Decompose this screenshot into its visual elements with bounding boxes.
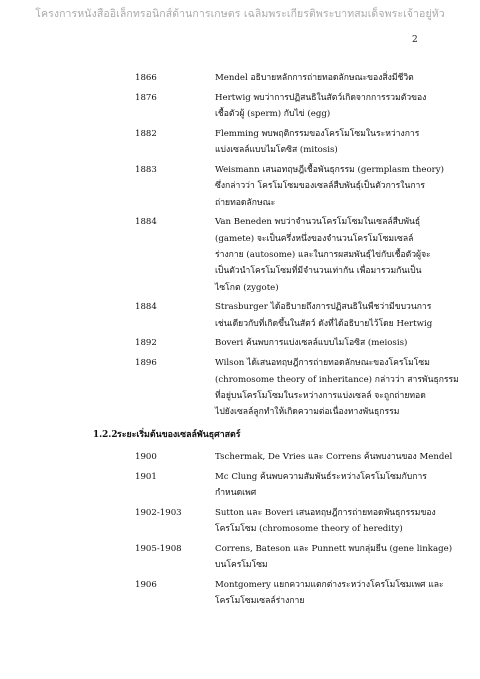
entry-year: 1905-1908	[135, 543, 182, 554]
description-line: Flemming พบพฤติกรรมของโครโมโซมในระหว่างการ	[215, 128, 420, 139]
entry-description	[215, 541, 453, 574]
entry-description	[215, 214, 431, 295]
description-line: Sutton และ Boveri เสนอทฤษฎีการถ่ายทอดพันธุกรรมของ	[215, 507, 436, 518]
entry-year: 1882	[135, 128, 157, 139]
entry-year: 1892	[135, 338, 157, 349]
section-heading	[0, 427, 480, 443]
timeline-entry	[0, 335, 480, 351]
entry-year: 1866	[135, 73, 157, 83]
page-number: 2	[412, 35, 418, 45]
description-line: ที่อยู่บนโครโมโซมในระหว่างการแบ่งเซลล์ จะถูกถ่ายทอด	[215, 390, 426, 401]
timeline-entry	[0, 505, 480, 538]
entry-description	[215, 449, 453, 465]
timeline-entry	[0, 214, 480, 295]
section-title: ระยะเริ่มต้นของเซลล์พันธุศาสตร์	[117, 430, 241, 441]
entry-year: 1884	[135, 217, 157, 228]
entry-description	[215, 162, 444, 211]
description-line: (chromosome theory of inheritance) กล่าวว่า สารพันธุกรรม	[215, 374, 459, 385]
description-line: ไซโกต (zygote)	[215, 282, 279, 293]
entry-description	[215, 126, 425, 159]
description-line: เป็นตัวนำโครโมโซมที่มีจำนวนเท่ากัน เพื่อมารวมกันเป็น	[215, 266, 422, 277]
entry-year: 1901	[135, 471, 157, 482]
description-line: Strasburger ได้อธิบายถึงการปฏิสนธิในพืชว่ามีขบวนการ	[215, 302, 432, 313]
entry-year: 1896	[135, 358, 157, 369]
description-line: Weismann เสนอทฤษฎีเชื้อพันธุกรรม (germplasm theory)	[215, 164, 444, 175]
entry-year: 1884	[135, 302, 157, 313]
timeline-entry	[0, 449, 480, 465]
entry-year: 1902-1903	[135, 507, 182, 518]
description-line: Wilson ได้เสนอทฤษฎีการถ่ายทอดลักษณะของโครโมโซม	[215, 358, 430, 369]
entry-description	[215, 505, 436, 538]
entry-year: 1883	[135, 164, 157, 175]
description-line: ร่างกาย (autosome) และในการผสมพันธุ์ไข่กับเชื้อตัวผู้จะ	[215, 249, 431, 260]
section-number: 1.2.2	[93, 430, 118, 441]
timeline	[0, 70, 480, 613]
description-line: Mendel อธิบายหลักการถ่ายทอดลักษณะของสิ่งมีชีวิต	[215, 73, 414, 83]
timeline-entry	[0, 90, 480, 123]
description-line: เช่นเดียวกับที่เกิดขึ้นในสัตว์ ดังที่ได้อธิบายไว้โดย Hertwig	[215, 318, 433, 329]
entry-description	[215, 299, 433, 332]
entry-description	[215, 355, 459, 420]
entry-year: 1876	[135, 92, 157, 103]
entry-description	[215, 577, 444, 610]
description-line: แบ่งเซลล์แบบไมโตซิส (mitosis)	[215, 145, 338, 156]
description-line: โครโมโซม (chromosome theory of heredity)	[215, 523, 403, 534]
description-line: Tschermak, De Vries และ Correns ค้นพบงานของ Mendel	[215, 451, 453, 462]
timeline-later-section	[0, 449, 480, 610]
timeline-early-section	[0, 70, 480, 420]
description-line: Boveri ค้นพบการแบ่งเซลล์แบบไมโอซิส (meiosis)	[215, 338, 408, 349]
timeline-entry	[0, 126, 480, 159]
description-line: Correns, Bateson และ Punnett พบกลุ่มยีน (gene linkage)	[215, 543, 453, 554]
entry-year: 1900	[135, 451, 157, 462]
description-line: (gamete) จะเป็นครึ่งหนึ่งของจำนวนโครโมโซมเซลล์	[215, 233, 414, 244]
timeline-entry	[0, 299, 480, 332]
description-line: กำหนดเพศ	[215, 487, 257, 498]
entry-year: 1906	[135, 579, 157, 590]
timeline-entry	[0, 469, 480, 502]
entry-description	[215, 469, 425, 502]
description-line: โครโมโซมเซลล์ร่างกาย	[215, 596, 305, 607]
description-line: เชื้อตัวผู้ (sperm) กับไข่ (egg)	[215, 109, 331, 120]
description-line: Van Beneden พบว่าจำนวนโครโมโซมในเซลล์สืบพันธุ์	[215, 217, 421, 228]
description-line: ถ่ายทอดลักษณะ	[215, 197, 276, 208]
entry-description	[215, 70, 425, 86]
timeline-entry	[0, 70, 480, 86]
timeline-entry	[0, 541, 480, 574]
timeline-entry	[0, 577, 480, 610]
description-line: บนโครโมโซม	[215, 560, 268, 571]
description-line: ซึ่งกล่าวว่า โครโมโซมของเซลล์สืบพันธุ์เป็นตัวการในการ	[215, 181, 425, 192]
description-line: Hertwig พบว่าการปฏิสนธิในสัตว์เกิดจากการรวมตัวของ	[215, 92, 427, 103]
description-line: Mc Clung ค้นพบความสัมพันธ์ระหว่างโครโมโซมกับการ	[215, 471, 427, 482]
description-line: Montgomery แยกความแตกต่างระหว่างโครโมโซมเพศ และ	[215, 579, 444, 590]
entry-description	[215, 335, 425, 351]
description-line: ไปยังเซลล์ลูกทำให้เกิดความต่อเนื่องทางพันธุกรรม	[215, 407, 400, 418]
entry-description	[215, 90, 425, 123]
document-header: โครงการหนังสืออิเล็กทรอนิกส์ด้านการเกษตร เฉลิมพระเกียรติพระบาทสมเด็จพระเจ้าอยู่หัว	[35, 8, 445, 20]
timeline-entry	[0, 162, 480, 211]
timeline-entry	[0, 355, 480, 420]
